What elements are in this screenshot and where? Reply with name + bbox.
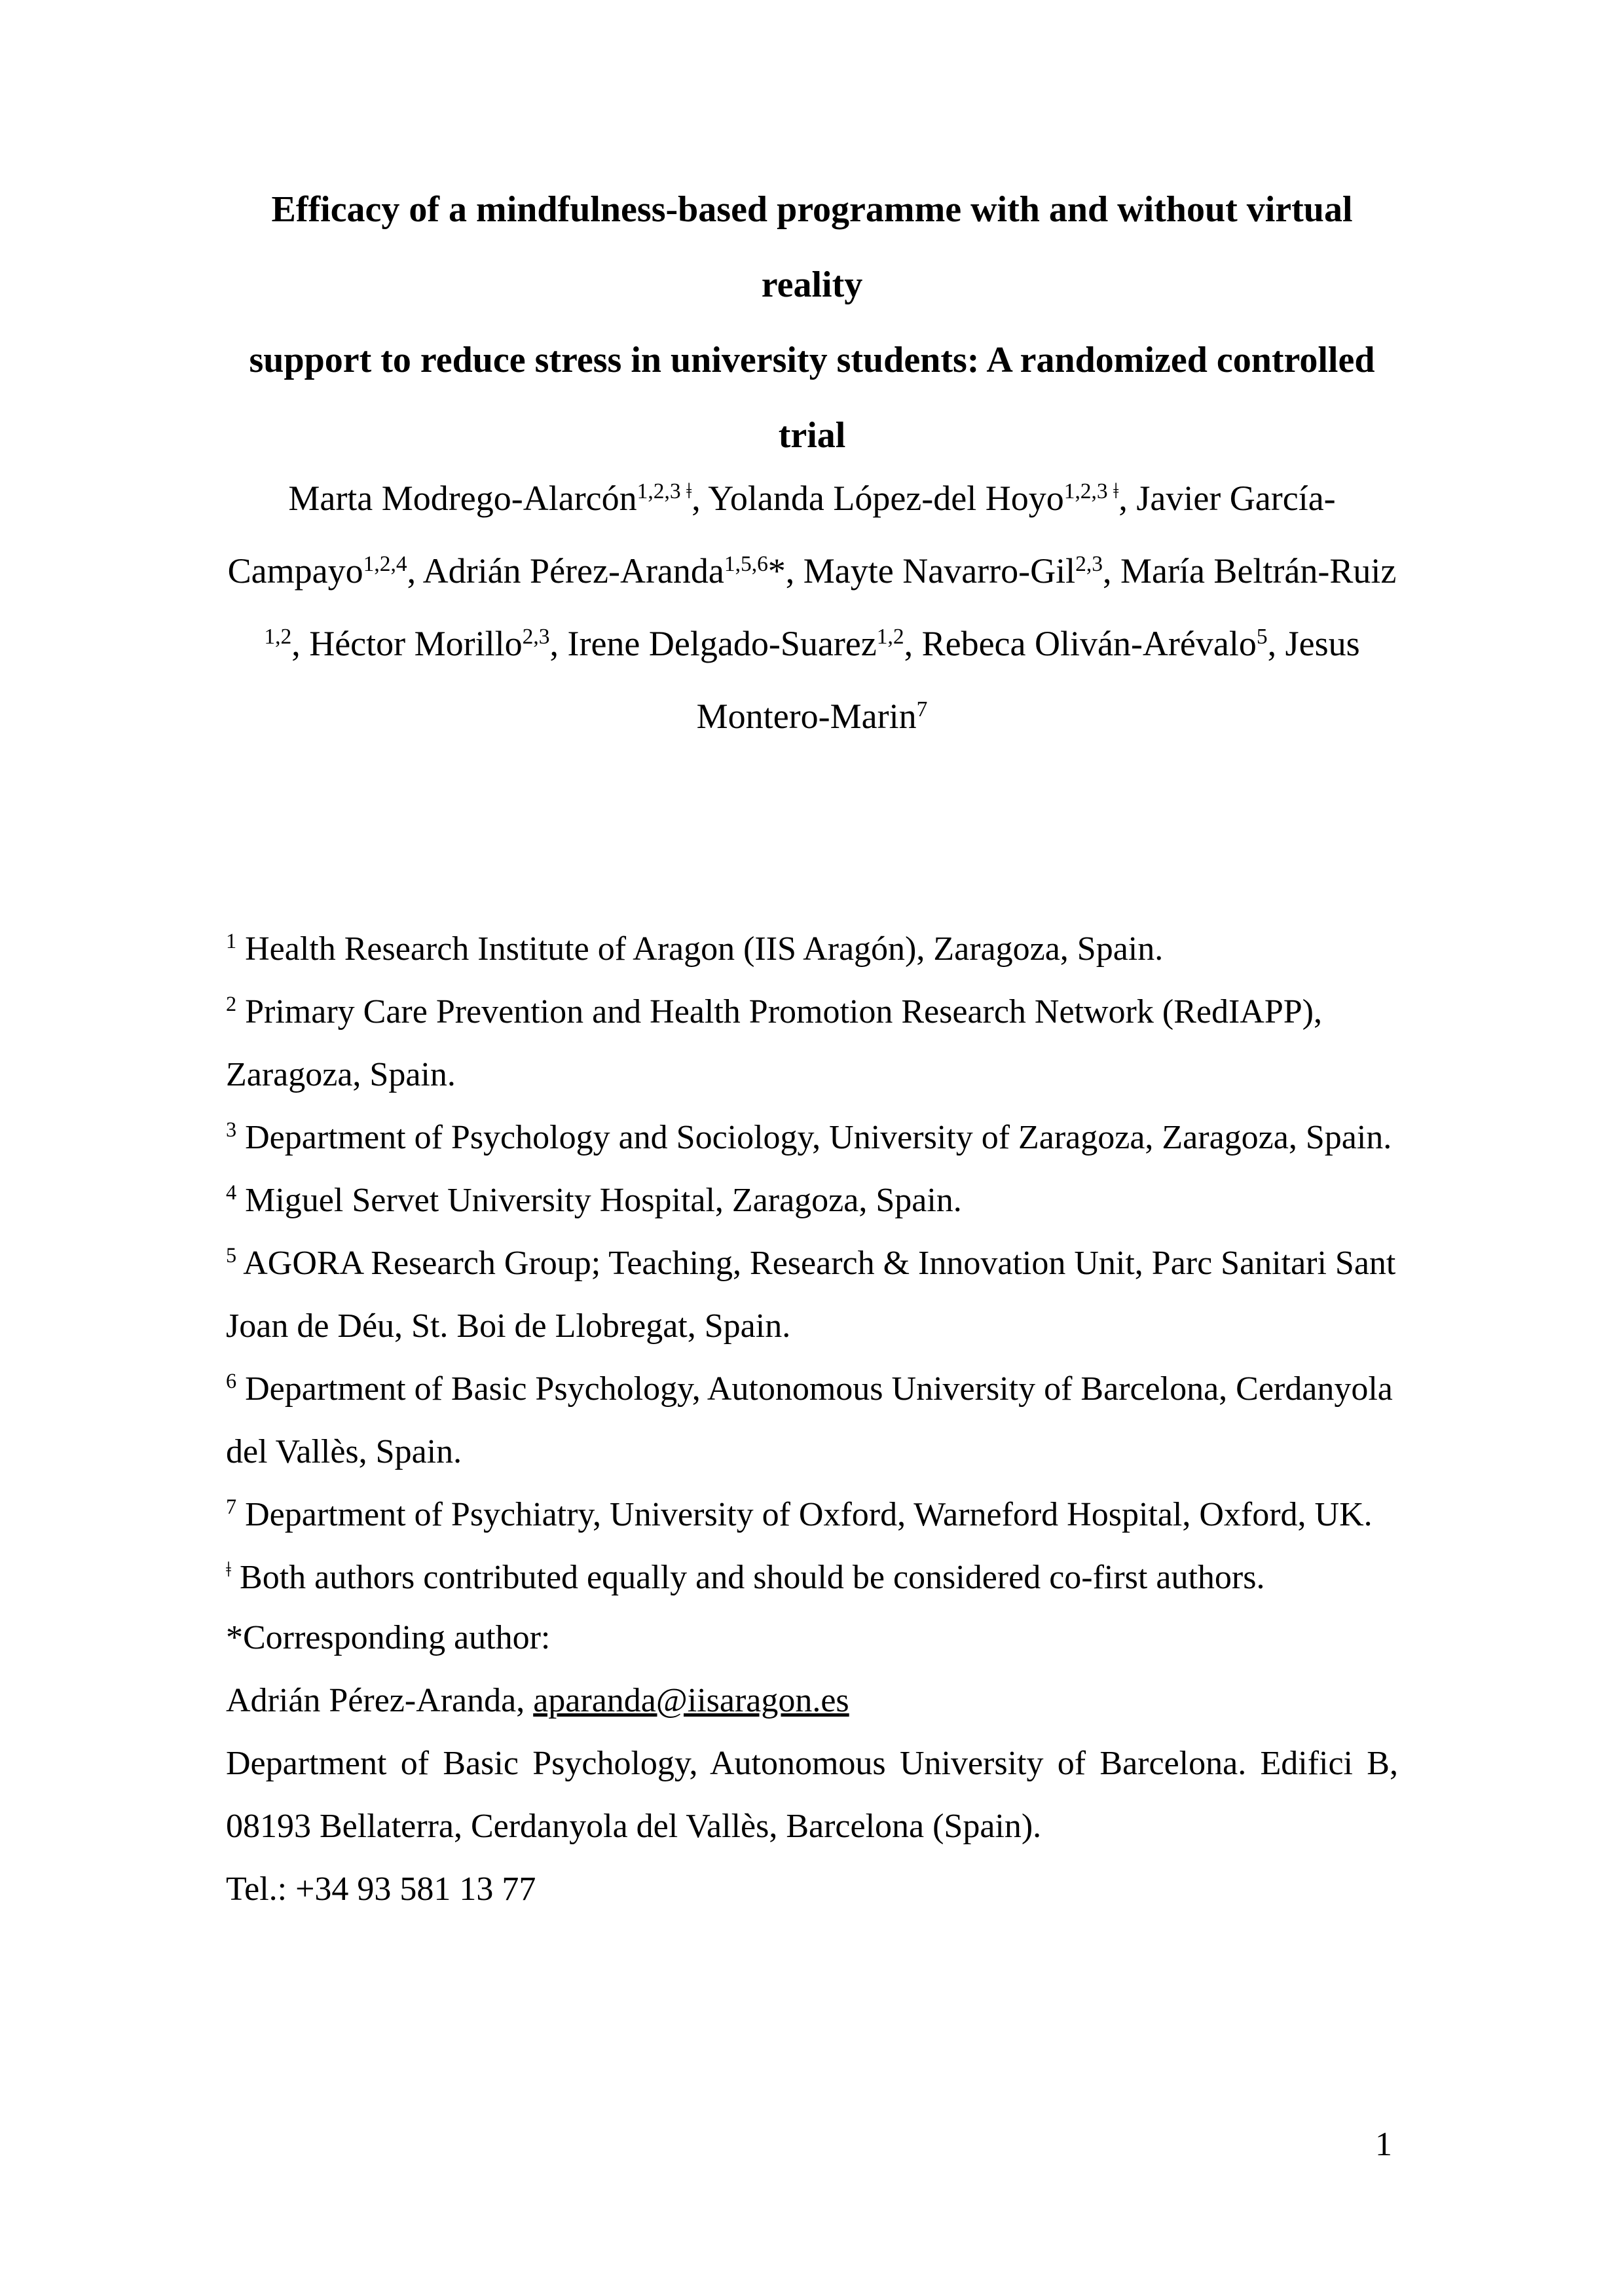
author-name: Yolanda López-del Hoyo (708, 479, 1064, 518)
affiliation-number: 3 (226, 1118, 237, 1142)
author-affiliation-superscript: 2,3 (1075, 551, 1103, 576)
corresponding-author-name: Adrián Pérez-Aranda, (226, 1682, 534, 1719)
authors-paragraph: Marta Modrego-Alarcón$^{1,2,3 ǂ}$, Yolanda López-del Hoyo$^{1,2,3 ǂ}$, Javier García-Campayo$^{1,2,4}$, Adrián Pérez-Aranda$^{1,5,6}$*, Mayte Navarro-Gil$^{2,3}$, María Beltrán-Ruiz $^{1,2}$, Héctor Morillo$^{2,3}$, Irene Delgado-Suarez$^{1,2}$, Rebeca Oliván-Arévalo$^5$, Jesus Montero-Marin$^7$ (227, 479, 1397, 736)
author-name: María Beltrán-Ruiz (1120, 551, 1397, 591)
affiliation-number: 1 (226, 929, 237, 953)
paper-title-line-2: support to reduce stress in university students: A randomized controlled trial (249, 340, 1375, 456)
corresponding-author-phone: Tel.: +34 93 581 13 77 (226, 1870, 536, 1908)
corresponding-author-label: *Corresponding author: (226, 1619, 551, 1656)
author-affiliation-superscript: 1,2,4 (363, 551, 407, 576)
affiliation-item: $^2$ Primary Care Prevention and Health Promotion Research Network (RedIAPP), Zaragoza, Spain. (226, 992, 1322, 1093)
paper-title (223, 172, 1401, 473)
author-name: Héctor Morillo (309, 624, 523, 663)
corresponding-author-contact (226, 1669, 1398, 1732)
author-name: Javier García-Campayo (227, 479, 1336, 591)
affiliation-number: 7 (226, 1495, 237, 1519)
author-affiliation-superscript: 1,2 (876, 624, 904, 649)
author-affiliation-superscript: 1,2 (264, 624, 292, 649)
author-name: Mayte Navarro-Gil (803, 551, 1076, 591)
author-affiliation-superscript: 5 (1256, 624, 1268, 649)
corresponding-author-address: Department of Basic Psychology, Autonomous University of Barcelona. Edifici B, 08193 Bellaterra, Cerdanyola del Vallès, Barcelona (Spain). (226, 1745, 1398, 1845)
author-affiliation-superscript: 1,2,3 ǂ (1063, 479, 1119, 503)
affiliation-number: 6 (226, 1369, 237, 1393)
author-affiliation-superscript: 2,3 (522, 624, 550, 649)
affiliation-item: $^1$ Health Research Institute of Aragon (IIS Aragón), Zaragoza, Spain. (226, 929, 1164, 968)
page-number: 1 (1375, 2126, 1392, 2163)
author-name: Irene Delgado-Suarez (567, 624, 877, 663)
affiliation-number: 5 (226, 1243, 237, 1267)
paper-title-line-1: Efficacy of a mindfulness-based programme with and without virtual reality (271, 189, 1353, 305)
author-affiliation-superscript: 1,2,3 ǂ (637, 479, 692, 503)
affiliation-item: $^3$ Department of Psychology and Sociology, University of Zaragoza, Zaragoza, Spain. (226, 1118, 1392, 1156)
affiliation-item: $^5$ AGORA Research Group; Teaching, Research & Innovation Unit, Parc Sanitari Sant Joan de Déu, St. Boi de Llobregat, Spain. (226, 1243, 1396, 1345)
affiliations-list (226, 918, 1398, 1609)
author-affiliation-superscript: 1,5,6 (724, 551, 768, 576)
affiliation-number: 2 (226, 992, 237, 1016)
corresponding-author-block (226, 1607, 1398, 1921)
author-affiliation-superscript: 7 (916, 697, 928, 721)
affiliation-item: $^4$ Miguel Servet University Hospital, Zaragoza, Spain. (226, 1180, 962, 1219)
affiliation-number: 4 (226, 1180, 237, 1205)
affiliation-item: $^6$ Department of Basic Psychology, Autonomous University of Barcelona, Cerdanyola del Vallès, Spain. (226, 1369, 1393, 1470)
author-name: Marta Modrego-Alarcón (288, 479, 637, 518)
email-link[interactable]: aparanda@iisaragon.es (533, 1682, 849, 1719)
affiliation-item: $^ǂ$ Both authors contributed equally and should be considered co-first authors. (226, 1558, 1265, 1596)
author-name: Rebeca Oliván-Arévalo (921, 624, 1257, 663)
affiliation-item: $^7$ Department of Psychiatry, University of Oxford, Warneford Hospital, Oxford, UK. (226, 1495, 1373, 1533)
author-name: Jesus Montero-Marin (696, 624, 1360, 736)
affiliation-number: ǂ (226, 1558, 232, 1582)
author-name: Adrián Pérez-Aranda (422, 551, 724, 591)
